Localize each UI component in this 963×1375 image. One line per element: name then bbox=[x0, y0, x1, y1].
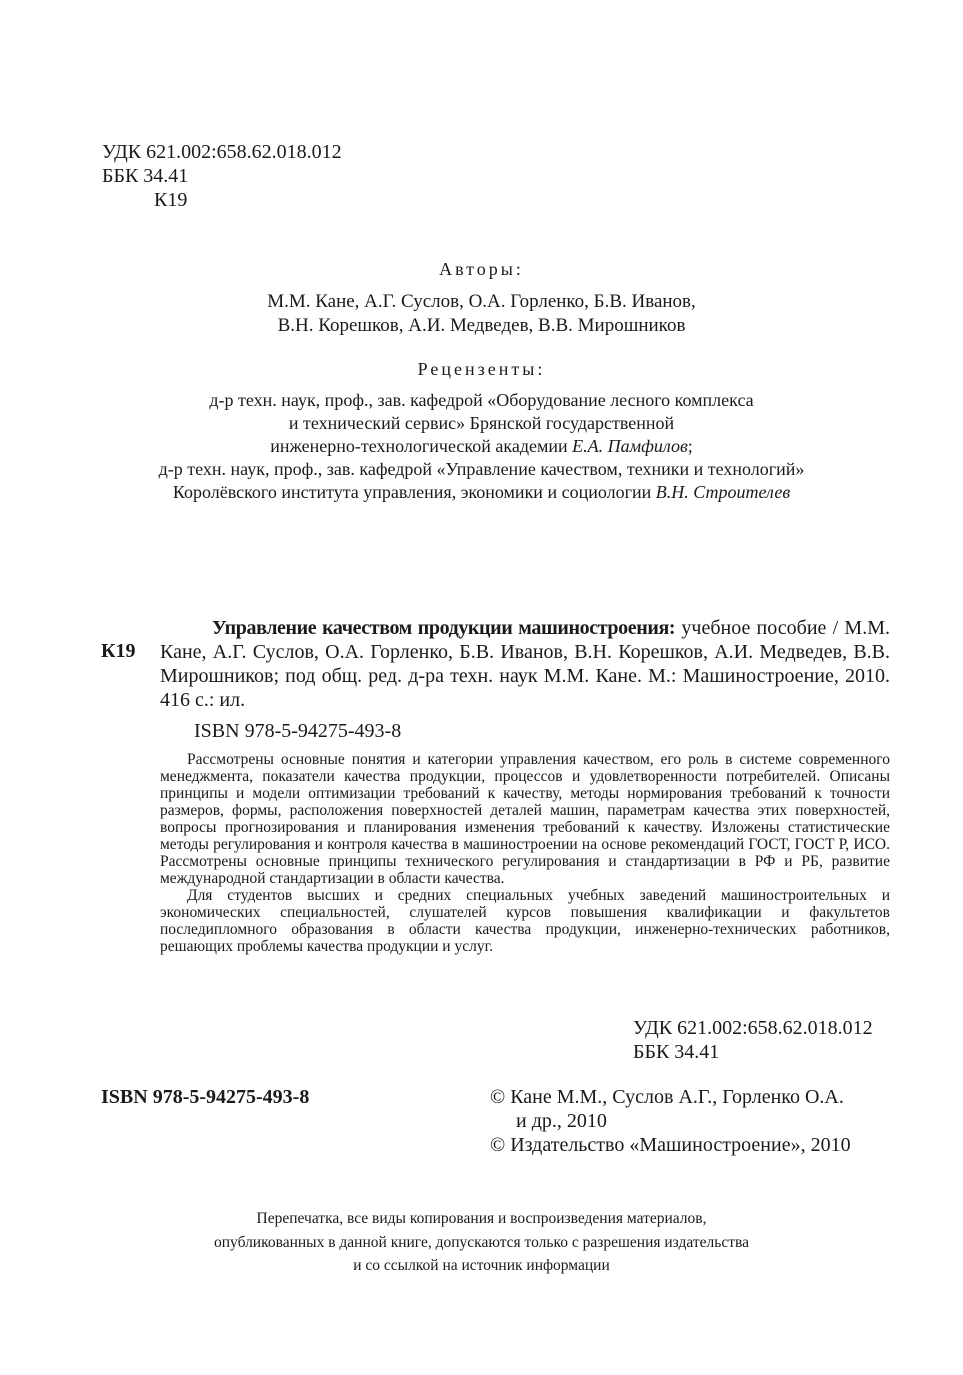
reprint-line-3: и со ссылкой на источник информации bbox=[353, 1257, 610, 1274]
classification-codes bbox=[102, 140, 342, 212]
isbn-entry: ISBN 978-5-94275-493-8 bbox=[194, 720, 402, 742]
bottom-classification bbox=[633, 1016, 873, 1064]
authors-heading: Авторы: bbox=[439, 259, 524, 279]
copyright-publisher: © Издательство «Машиностроение», 2010 bbox=[490, 1134, 851, 1156]
bibliographic-mark: К19 bbox=[101, 640, 136, 662]
reviewer-name-1: Е.А. Памфилов bbox=[572, 436, 688, 456]
reviewer-affiliation-2: Королёвского института управления, экономики и социологии bbox=[172, 482, 656, 502]
authors-line-1: М.М. Кане, А.Г. Суслов, О.А. Горленко, Б.В. Иванов, bbox=[267, 291, 696, 312]
reviewers-heading: Рецензенты: bbox=[417, 359, 546, 379]
bibliographic-text bbox=[160, 616, 890, 712]
isbn-bold: ISBN 978-5-94275-493-8 bbox=[101, 1086, 310, 1108]
bibliographic-details: учебное пособие / М.М. Кане, А.Г. Суслов, О.А. Горленко, Б.В. Иванов, В.Н. Корешков, А.И. Медведев, В.В. Мирошников; под общ. ред. д-ра техн. наук М.М. Кане. М.: Машиностроение, 2010. 416 с.: ил. bbox=[160, 617, 890, 711]
reviewer-line-2: и технический сервис» Брянской государственной bbox=[288, 413, 675, 433]
reviewer-line-3-end: ; bbox=[687, 436, 693, 456]
reprint-line-2: опубликованных в данной книге, допускаются только с разрешения издательства bbox=[213, 1233, 749, 1251]
bottom-bbk-code: ББК 34.41 bbox=[633, 1041, 720, 1063]
abstract bbox=[160, 751, 890, 955]
bottom-udk-code: УДК 621.002:658.62.018.012 bbox=[633, 1017, 873, 1039]
book-title: Управление качеством продукции машиностроения: bbox=[212, 617, 676, 639]
copyright-authors: © Кане М.М., Суслов А.Г., Горленко О.А. bbox=[490, 1086, 844, 1108]
copyright-authors-cont: и др., 2010 bbox=[516, 1110, 607, 1132]
abstract-paragraph-1: Рассмотрены основные понятия и категории управления качеством, его роль в системе современного менеджмента, показатели качества продукции, процессов и удовлетворенности потребителей. Описаны принципы и модели оптимизации требований к качеству, методы нормирования требований к точности размеров, формы, расположения поверхностей деталей машин, параметрам качества этих поверхностей, вопросы прогнозирования и планирования изменения требований к качеству. Изложены статистические методы регулирования и контроля качества в машиностроении на основе рекомендаций ГОСТ, ГОСТ Р, ИСО. Рассмотрены основные принципы технического регулирования и стандартизации в РФ и РБ, развитие международной стандартизации в области качества. bbox=[160, 751, 890, 887]
reviewer-name-2: В.Н. Строителев bbox=[655, 482, 791, 502]
author-mark: К19 bbox=[154, 189, 188, 211]
reviewer-line-3 bbox=[0, 435, 963, 459]
reprint-line-1: Перепечатка, все виды копирования и воспроизведения материалов, bbox=[256, 1210, 707, 1227]
reviewer-line-5 bbox=[0, 481, 963, 505]
authors-line-2: В.Н. Корешков, А.И. Медведев, В.В. Мирошников bbox=[277, 315, 686, 336]
reviewer-line-4: д-р техн. наук, проф., зав. кафедрой «Управление качеством, техники и технологий» bbox=[158, 459, 805, 479]
bibliographic-entry bbox=[160, 616, 890, 712]
abstract-paragraph-2: Для студентов высших и средних специальных учебных заведений машиностроительных и экономических специальностей, слушателей курсов повышения квалификации и факультетов последипломного образования в области качества продукции, инженерно-технических работников, решающих проблемы качества продукции и услуг. bbox=[160, 887, 890, 955]
reprint-notice bbox=[0, 1207, 963, 1278]
udk-code: УДК 621.002:658.62.018.012 bbox=[102, 141, 342, 163]
bbk-code: ББК 34.41 bbox=[102, 165, 189, 187]
reviewer-line-1: д-р техн. наук, проф., зав. кафедрой «Оборудование лесного комплекса bbox=[209, 390, 754, 410]
reviewer-affiliation-1: инженерно-технологической академии bbox=[270, 436, 573, 456]
copyright-block bbox=[490, 1085, 890, 1157]
